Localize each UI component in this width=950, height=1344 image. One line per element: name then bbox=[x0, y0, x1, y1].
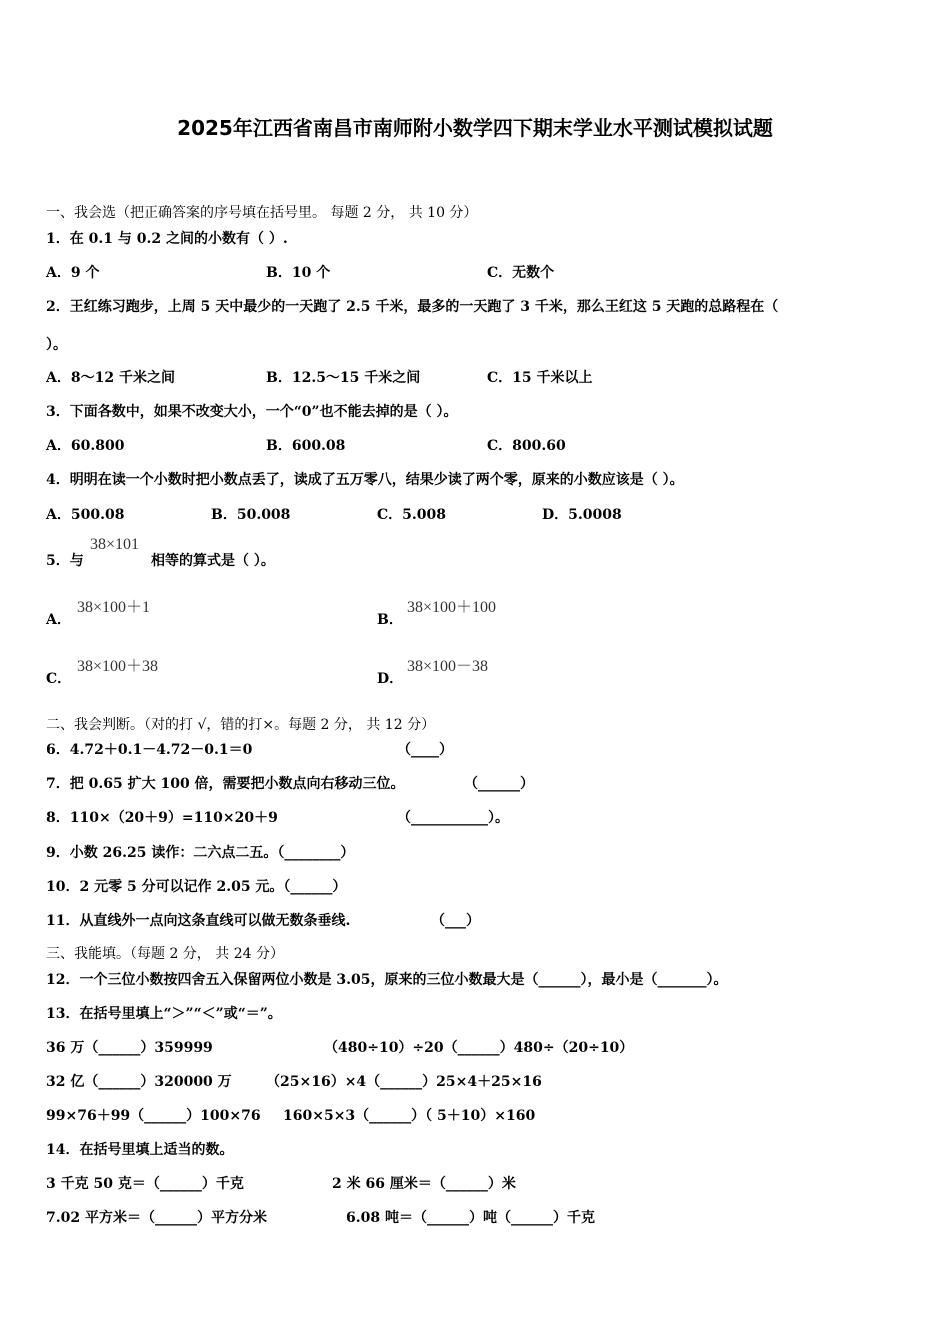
q6-answer-blank[interactable]: （____） bbox=[397, 742, 453, 758]
section-1-heading: 一、我会选（把正确答案的序号填在括号里。 每题 2 分， 共 10 分） bbox=[46, 205, 478, 221]
question-13-stem: 13．在括号里填上“＞”“＜”或“＝”。 bbox=[46, 1006, 282, 1022]
q3-option-a[interactable]: A．60.800 bbox=[46, 438, 125, 454]
question-11-stem: 11．从直线外一点向这条直线可以做无数条垂线. bbox=[46, 913, 351, 929]
q5-option-c-expr: 38×100＋38 bbox=[77, 658, 159, 675]
question-2-stem-cont: ）。 bbox=[46, 337, 67, 353]
question-5-prefix: 5．与 bbox=[46, 553, 84, 569]
question-10-stem: 10．2 元零 5 分可以记作 2.05 元。（______） bbox=[46, 879, 347, 895]
question-14-stem: 14．在括号里填上适当的数。 bbox=[46, 1142, 234, 1158]
q13-row2-left: 32 亿（______）320000 万 bbox=[46, 1074, 232, 1090]
q14-row1-left: 3 千克 50 克＝（______）千克 bbox=[46, 1176, 244, 1192]
q3-option-c[interactable]: C．800.60 bbox=[487, 438, 566, 454]
q13-row1-right: （480÷10）÷20（______）480÷（20÷10） bbox=[324, 1040, 634, 1056]
question-2-stem: 2．王红练习跑步，上周 5 天中最少的一天跑了 2.5 千米，最多的一天跑了 3 千米，那么王红这 5 天跑的总路程在（ bbox=[46, 299, 779, 315]
q2-option-c[interactable]: C．15 千米以上 bbox=[487, 370, 593, 386]
question-12-stem: 12．一个三位小数按四舍五入保留两位小数是 3.05，原来的三位小数最大是（______），最小是（_______）。 bbox=[46, 972, 728, 988]
section-2-heading: 二、我会判断。（对的打 √，错的打×。每题 2 分， 共 12 分） bbox=[46, 717, 436, 733]
q4-option-c[interactable]: C．5.008 bbox=[377, 507, 446, 523]
question-3-stem: 3．下面各数中，如果不改变大小，一个“0”也不能去掉的是（ ）。 bbox=[46, 404, 458, 420]
question-8-stem: 8．110×（20＋9）=110×20＋9 bbox=[46, 810, 278, 826]
question-7-stem: 7．把 0.65 扩大 100 倍，需要把小数点向右移动三位。 bbox=[46, 776, 405, 792]
q4-option-b[interactable]: B．50.008 bbox=[211, 507, 291, 523]
q1-option-b[interactable]: B．10 个 bbox=[266, 265, 331, 281]
q14-row2-left: 7.02 平方米＝（______）平方分米 bbox=[46, 1210, 267, 1226]
question-6-stem: 6．4.72＋0.1－4.72－0.1＝0 bbox=[46, 742, 253, 758]
q11-answer-blank[interactable]: （___） bbox=[431, 913, 480, 929]
q5-option-b[interactable]: B． bbox=[377, 612, 403, 628]
q13-row3-right: 160×5×3（______）（ 5＋10）×160 bbox=[283, 1108, 536, 1124]
q13-row3-left: 99×76＋99（______）100×76 bbox=[46, 1108, 261, 1124]
q8-answer-blank[interactable]: （___________）。 bbox=[397, 810, 509, 826]
q2-option-b[interactable]: B．12.5～15 千米之间 bbox=[266, 370, 421, 386]
q14-row2-right: 6.08 吨＝（______）吨（______）千克 bbox=[346, 1210, 595, 1226]
question-4-stem: 4．明明在读一个小数时把小数点丢了，读成了五万零八，结果少读了两个零，原来的小数应该是（ ）。 bbox=[46, 472, 684, 488]
q5-expression: 38×101 bbox=[90, 536, 140, 553]
q4-option-a[interactable]: A．500.08 bbox=[46, 507, 125, 523]
q1-option-a[interactable]: A．9 个 bbox=[46, 265, 100, 281]
q5-option-d[interactable]: D． bbox=[377, 671, 404, 687]
q5-option-a-expr: 38×100＋1 bbox=[77, 599, 151, 616]
question-5-suffix: 相等的算式是（ ）。 bbox=[151, 553, 275, 569]
q5-option-d-expr: 38×100－38 bbox=[407, 658, 489, 675]
question-9-stem: 9．小数 26.25 读作：二六点二五。（________） bbox=[46, 845, 355, 861]
q3-option-b[interactable]: B．600.08 bbox=[266, 438, 346, 454]
q4-option-d[interactable]: D．5.0008 bbox=[542, 507, 622, 523]
q7-answer-blank[interactable]: （______） bbox=[464, 776, 534, 792]
q5-option-c[interactable]: C． bbox=[46, 671, 72, 687]
q1-option-c[interactable]: C．无数个 bbox=[487, 265, 555, 281]
question-1-stem: 1．在 0.1 与 0.2 之间的小数有（ ）. bbox=[46, 231, 288, 247]
q2-option-a[interactable]: A．8～12 千米之间 bbox=[46, 370, 175, 386]
q14-row1-right: 2 米 66 厘米＝（______）米 bbox=[332, 1176, 516, 1192]
section-3-heading: 三、我能填。（每题 2 分， 共 24 分） bbox=[46, 946, 284, 962]
q13-row1-left: 36 万（______）359999 bbox=[46, 1040, 213, 1056]
q5-option-b-expr: 38×100＋100 bbox=[407, 599, 497, 616]
q13-row2-right: （25×16）×4（______）25×4＋25×16 bbox=[266, 1074, 542, 1090]
q5-option-a[interactable]: A． bbox=[46, 612, 71, 628]
page-title: 2025年江西省南昌市南师附小数学四下期末学业水平测试模拟试题 bbox=[177, 116, 773, 140]
